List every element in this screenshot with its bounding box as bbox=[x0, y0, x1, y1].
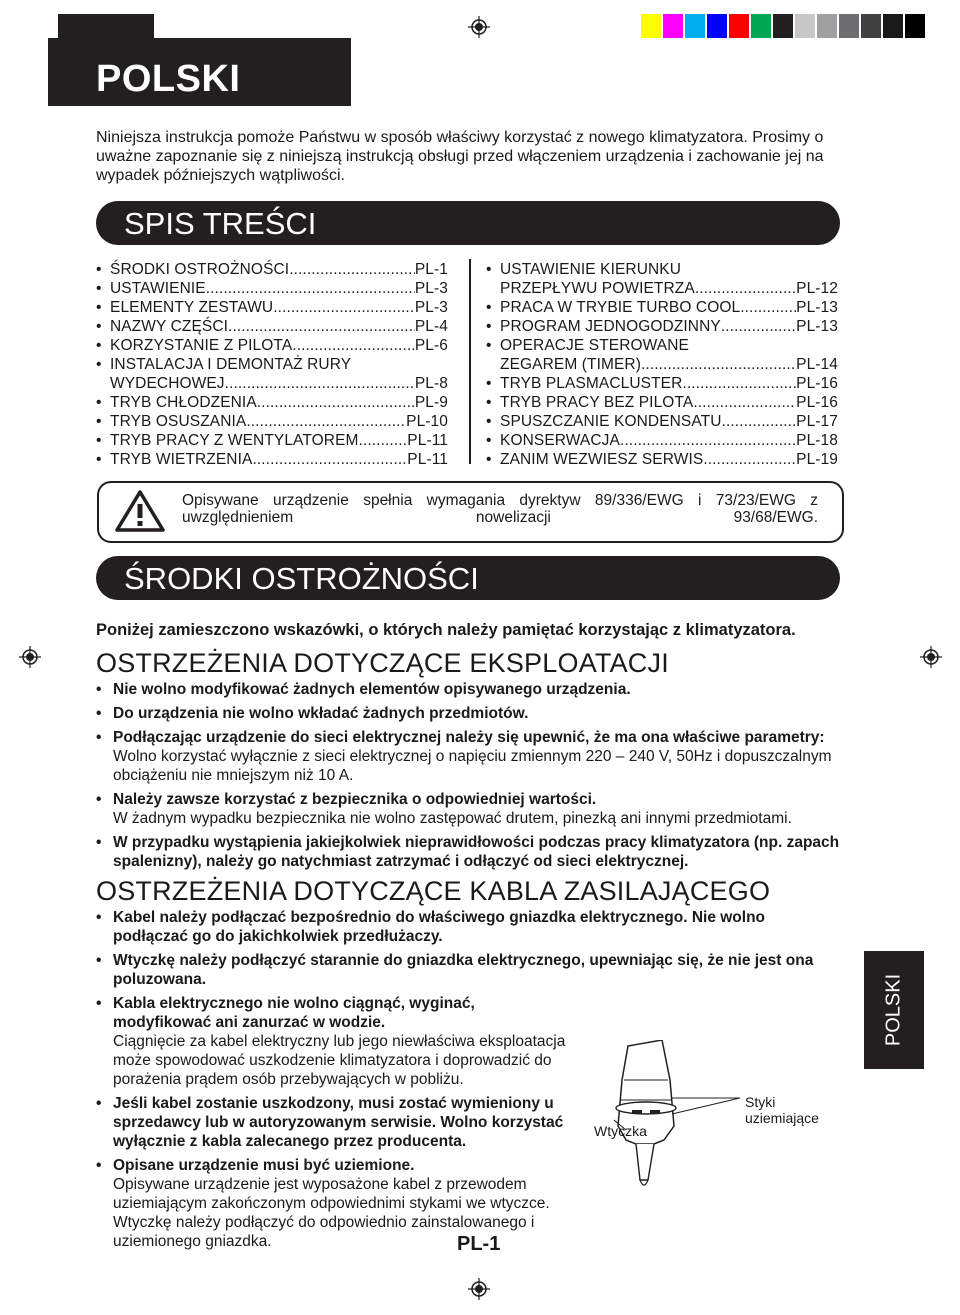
color-swatch bbox=[817, 14, 837, 38]
toc-item-page: PL-17 bbox=[796, 413, 838, 430]
toc-item-page: PL-9 bbox=[414, 394, 448, 411]
toc-item[interactable] bbox=[486, 298, 838, 317]
color-swatch bbox=[861, 14, 881, 38]
toc-item-page: PL-19 bbox=[796, 451, 838, 468]
page-number: PL-1 bbox=[457, 1233, 501, 1255]
toc-leader-dots bbox=[228, 317, 415, 336]
intro-paragraph: Niniejsza instrukcja pomoże Państwu w sposób właściwy korzystać z nowego klimatyzatora. Prosimy o uważne zapoznanie się z niniejszą instrukcją obsługi przed włączeniem urządzenia i zachowanie jej na wypadek późniejszych wątpliwości. bbox=[96, 129, 824, 184]
warning-item-detail: Wolno korzystać wyłącznie z sieci elektrycznej o napięciu zmiennym 220 – 240 V, 50Hz i dopuszczalnym obciążeniu nie mniejszym niż 10 A. bbox=[113, 748, 832, 784]
toc-leader-dots bbox=[721, 317, 796, 336]
operation-warnings-list bbox=[96, 680, 840, 876]
toc-leader-dots bbox=[703, 450, 796, 469]
toc-leader-dots bbox=[740, 298, 796, 317]
toc-leader-dots bbox=[273, 298, 415, 317]
warning-item bbox=[96, 951, 840, 989]
toc-item[interactable] bbox=[486, 336, 838, 374]
warning-item bbox=[96, 704, 840, 723]
warning-triangle-icon bbox=[114, 489, 166, 533]
toc-item-label-line1: • INSTALACJA I DEMONTAŻ RURY bbox=[110, 356, 352, 373]
toc-item-page: PL-11 bbox=[407, 432, 448, 449]
toc-item[interactable] bbox=[96, 260, 448, 279]
toc-divider bbox=[469, 259, 471, 464]
warning-item bbox=[96, 908, 840, 946]
warning-item-detail: Opisywane urządzenie jest wyposażone kabel z przewodem uziemiającym zakończonym odpowiednimi stykami we wtyczce. Wtyczkę należy podłączyć do odpowiednio zainstalowanego i uziemionego gniazdka. bbox=[113, 1176, 550, 1250]
toc-item[interactable] bbox=[96, 431, 448, 450]
toc-item-label: • SPUSZCZANIE KONDENSATU bbox=[500, 413, 722, 430]
toc-leader-dots bbox=[693, 393, 796, 412]
toc-item-page: PL-1 bbox=[414, 261, 448, 278]
toc-item-label: • TRYB PRACY BEZ PILOTA bbox=[500, 394, 694, 411]
color-swatch bbox=[905, 14, 925, 38]
toc-item[interactable] bbox=[96, 317, 448, 336]
toc-item[interactable] bbox=[486, 412, 838, 431]
toc-leader-dots bbox=[252, 450, 407, 469]
toc-item[interactable] bbox=[486, 374, 838, 393]
toc-item[interactable] bbox=[486, 431, 838, 450]
toc-item-page: PL-12 bbox=[796, 280, 838, 297]
toc-item-page: PL-8 bbox=[414, 375, 448, 392]
toc-leader-dots bbox=[289, 260, 415, 279]
toc-item-page: PL-11 bbox=[407, 451, 448, 468]
toc-item[interactable] bbox=[486, 260, 838, 298]
color-swatch bbox=[751, 14, 771, 38]
plug-illustration bbox=[600, 1040, 750, 1200]
warning-item-detail: Ciągnięcie za kabel elektryczny lub jego niewłaściwa eksploatacja może spowodować uszkodzenie klimatyzatora i doprowadzić do porażenia prądem osób przebywających w pobliżu. bbox=[113, 1033, 566, 1088]
directive-notice-text: Opisywane urządzenie spełnia wymagania dyrektyw 89/336/EWG i 73/23/EWG z uwzględnieniem nowelizacji 93/68/EWG. bbox=[182, 492, 818, 526]
toc-item[interactable] bbox=[96, 393, 448, 412]
safety-title: ŚRODKI OSTROŻNOŚCI bbox=[124, 561, 479, 596]
toc-item-page: PL-10 bbox=[406, 413, 448, 430]
safety-lead: Poniżej zamieszczono wskazówki, o których należy pamiętać korzystając z klimatyzatora. bbox=[96, 621, 796, 639]
toc-item-label: • KONSERWACJA bbox=[500, 432, 620, 449]
toc-item-page: PL-14 bbox=[796, 356, 838, 373]
toc-item-label: ZEGAREM (TIMER) bbox=[500, 356, 641, 373]
toc-item-label: • TRYB CHŁODZENIA bbox=[110, 394, 257, 411]
toc-item-label: • NAZWY CZĘŚCI bbox=[110, 318, 229, 335]
language-title: POLSKI bbox=[96, 58, 241, 100]
toc-item-page: PL-16 bbox=[796, 394, 838, 411]
toc-item-label: • PRACA W TRYBIE TURBO COOL bbox=[500, 299, 741, 316]
toc-item-label: • TRYB PLASMACLUSTER bbox=[500, 375, 683, 392]
operation-warnings-heading: OSTRZEŻENIA DOTYCZĄCE EKSPLOATACJI bbox=[96, 648, 669, 678]
pins-label-line2: uziemiające bbox=[745, 1110, 819, 1126]
toc-item-page: PL-16 bbox=[796, 375, 838, 392]
toc-item-page: PL-4 bbox=[414, 318, 448, 335]
color-calibration-bar bbox=[641, 14, 927, 38]
toc-left-column bbox=[96, 260, 448, 469]
toc-leader-dots bbox=[206, 279, 415, 298]
toc-title: SPIS TREŚCI bbox=[124, 206, 317, 241]
toc-item-label: • ŚRODKI OSTROŻNOŚCI bbox=[110, 261, 290, 278]
toc-leader-dots bbox=[225, 374, 415, 393]
grayscale-calibration-bar bbox=[58, 14, 154, 38]
toc-item-page: PL-13 bbox=[796, 299, 838, 316]
warning-item-bold: Kabla elektrycznego nie wolno ciągnąć, wyginać, modyfikować ani zanurzać w wodzie. bbox=[113, 995, 475, 1031]
color-swatch bbox=[685, 14, 705, 38]
warning-item bbox=[96, 1094, 575, 1151]
toc-item-label: • KORZYSTANIE Z PILOTA bbox=[110, 337, 293, 354]
toc-right-column bbox=[486, 260, 838, 469]
registration-mark-icon bbox=[19, 646, 41, 668]
toc-item-label: PRZEPŁYWU POWIETRZA bbox=[500, 280, 695, 297]
toc-item[interactable] bbox=[96, 355, 448, 393]
warning-item bbox=[96, 728, 840, 785]
warning-item bbox=[96, 833, 840, 871]
toc-item[interactable] bbox=[486, 450, 838, 469]
toc-item-label: • ELEMENTY ZESTAWU bbox=[110, 299, 274, 316]
toc-item[interactable] bbox=[96, 450, 448, 469]
toc-item[interactable] bbox=[96, 336, 448, 355]
toc-leader-dots bbox=[359, 431, 408, 450]
toc-item[interactable] bbox=[486, 317, 838, 336]
warning-item bbox=[96, 994, 575, 1089]
registration-mark-icon bbox=[468, 16, 490, 38]
warning-item-bold: Nie wolno modyfikować żadnych elementów opisywanego urządzenia. bbox=[113, 681, 631, 698]
toc-leader-dots bbox=[620, 431, 796, 450]
toc-item-page: PL-18 bbox=[796, 432, 838, 449]
warning-item bbox=[96, 680, 840, 699]
cable-warnings-heading: OSTRZEŻENIA DOTYCZĄCE KABLA ZASILAJĄCEGO bbox=[96, 876, 771, 906]
warning-item-bold: Opisane urządzenie musi być uziemione. bbox=[113, 1157, 415, 1174]
language-side-tab-label: POLSKI bbox=[882, 973, 905, 1047]
color-swatch bbox=[773, 14, 793, 38]
toc-item[interactable] bbox=[486, 393, 838, 412]
toc-leader-dots bbox=[641, 355, 796, 374]
warning-item-bold: Należy zawsze korzystać z bezpiecznika o odpowiedniej wartości. bbox=[113, 791, 597, 808]
warning-item bbox=[96, 790, 840, 828]
toc-item-label: • USTAWIENIE bbox=[110, 280, 206, 297]
pins-label-line1: Styki bbox=[745, 1094, 776, 1110]
warning-item-bold: Kabel należy podłączać bezpośrednio do właściwego gniazdka elektrycznego. Nie wolno podłączać go do jakichkolwiek przedłużaczy. bbox=[113, 909, 766, 945]
toc-item-label: WYDECHOWEJ bbox=[110, 375, 225, 392]
plug-label: Wtyczka bbox=[594, 1123, 647, 1139]
registration-mark-icon bbox=[468, 1278, 490, 1300]
toc-item-page: PL-13 bbox=[796, 318, 838, 335]
color-swatch bbox=[883, 14, 903, 38]
toc-item-page: PL-3 bbox=[414, 280, 448, 297]
toc-leader-dots bbox=[257, 393, 415, 412]
toc-leader-dots bbox=[292, 336, 415, 355]
color-swatch bbox=[641, 14, 661, 38]
toc-item-label: • TRYB PRACY Z WENTYLATOREM bbox=[110, 432, 359, 449]
toc-item[interactable] bbox=[96, 298, 448, 317]
toc-item-label: • ZANIM WEZWIESZ SERWIS bbox=[500, 451, 704, 468]
toc-leader-dots bbox=[695, 279, 796, 298]
registration-mark-icon bbox=[920, 646, 942, 668]
color-swatch bbox=[795, 14, 815, 38]
toc-item[interactable] bbox=[96, 279, 448, 298]
warning-item-bold: Podłączając urządzenie do sieci elektrycznej należy się upewnić, że ma ona właściwe parametry: bbox=[113, 729, 825, 746]
warning-item-bold: Wtyczkę należy podłączyć starannie do gniazdka elektrycznego, upewniając się, że nie jest ona poluzowana. bbox=[113, 952, 814, 988]
toc-item[interactable] bbox=[96, 412, 448, 431]
toc-item-label: • TRYB OSUSZANIA bbox=[110, 413, 247, 430]
toc-item-label: • TRYB WIETRZENIA bbox=[110, 451, 253, 468]
toc-item-page: PL-6 bbox=[414, 337, 448, 354]
toc-item-label-line1: • OPERACJE STEROWANE bbox=[500, 337, 689, 354]
toc-item-label: • PROGRAM JEDNOGODZINNY bbox=[500, 318, 721, 335]
warning-item-bold: Do urządzenia nie wolno wkładać żadnych przedmiotów. bbox=[113, 705, 529, 722]
color-swatch bbox=[839, 14, 859, 38]
toc-leader-dots bbox=[246, 412, 406, 431]
toc-leader-dots bbox=[682, 374, 796, 393]
warning-item-detail: W żadnym wypadku bezpiecznika nie wolno zastępować drutem, pinezką ani innymi przedmiotami. bbox=[113, 810, 792, 827]
toc-leader-dots bbox=[722, 412, 797, 431]
color-swatch bbox=[707, 14, 727, 38]
color-swatch bbox=[729, 14, 749, 38]
warning-item bbox=[96, 1156, 575, 1251]
toc-item-label-line1: • USTAWIENIE KIERUNKU bbox=[500, 261, 682, 278]
warning-item-bold: W przypadku wystąpienia jakiejkolwiek nieprawidłowości podczas pracy klimatyzatora (np. zapach spalenizny), należy go natychmiast zatrzymać i odłączyć od sieci elektrycznej. bbox=[113, 834, 840, 870]
color-swatch bbox=[663, 14, 683, 38]
warning-item-bold: Jeśli kabel zostanie uszkodzony, musi zostać wymieniony u sprzedawcy lub w autoryzowanym serwisie. Wolno korzystać wyłącznie z kabla zalecanego przez producenta. bbox=[113, 1095, 564, 1150]
toc-item-page: PL-3 bbox=[414, 299, 448, 316]
